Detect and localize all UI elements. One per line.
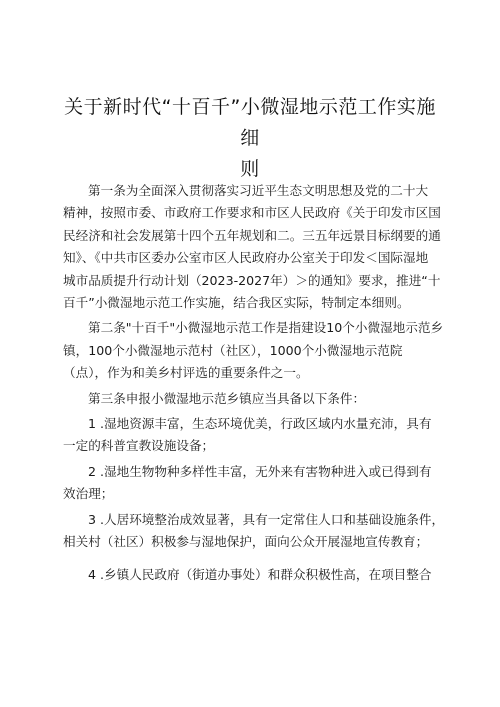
document-body	[63, 180, 445, 589]
title-line-1: 关于新时代“十百千”小微湿地示范工作实施细	[64, 96, 436, 149]
text-line: 镇，100个小微湿地示范村（社区），1000个小微湿地示范院	[63, 342, 403, 358]
paragraph-article-1	[63, 180, 445, 314]
text-line: 百千”小微湿地示范工作实施，结合我区实际，特制定本细则。	[63, 295, 410, 311]
list-item-condition-3	[63, 509, 445, 554]
paragraph-article-2	[63, 317, 445, 384]
text-line: 2 .湿地生物物种多样性丰富，无外来有害物种进入或已得到有	[88, 463, 432, 479]
text-line: （点），作为和美乡村评选的重要条件之一。	[63, 365, 309, 381]
text-line: 4 .乡镇人民政府（街道办事处）和群众积极性高，在项目整合	[88, 566, 432, 582]
text-line: 效治理；	[63, 486, 114, 502]
text-line: 一定的科普宣教设施设备；	[63, 438, 215, 454]
list-item-condition-4	[63, 564, 445, 586]
text-line: 3 .人居环境整治成效显著，具有一定常住人口和基础设施条件，	[88, 511, 445, 527]
list-item-condition-2	[63, 461, 445, 506]
paragraph-article-3	[63, 388, 445, 410]
text-line: 精神，按照市委、市政府工作要求和市区人民政府《关于印发市区国	[63, 205, 441, 221]
text-line: 民经济和社会发展第十四个五年规划和二。三五年远景目标纲要的通	[63, 227, 441, 243]
text-line: 相关村（社区）积极参与湿地保护，面向公众开展湿地宣传教育；	[63, 534, 429, 550]
list-item-condition-1	[63, 413, 445, 458]
text-line: 第二条"十百千"小微湿地示范工作是指建设10个小微湿地示范乡	[88, 320, 444, 336]
text-line: 城市品质提升行动计划（2023-2027年）＞的通知》要求，推进“十	[63, 272, 441, 288]
text-line: 知》、《中共市区委办公室市区人民政府办公室关于印发＜国际湿地	[63, 250, 429, 266]
document-title	[60, 92, 440, 185]
text-line: 第三条申报小微湿地示范乡镇应当具备以下条件：	[88, 390, 366, 406]
text-line: 第一条为全面深入贯彻落实习近平生态文明思想及党的二十大	[88, 183, 429, 198]
title-line-2: 则	[240, 158, 260, 180]
text-line: 1 .湿地资源丰富，生态环境优美，行政区域内水量充沛，具有	[88, 416, 432, 432]
